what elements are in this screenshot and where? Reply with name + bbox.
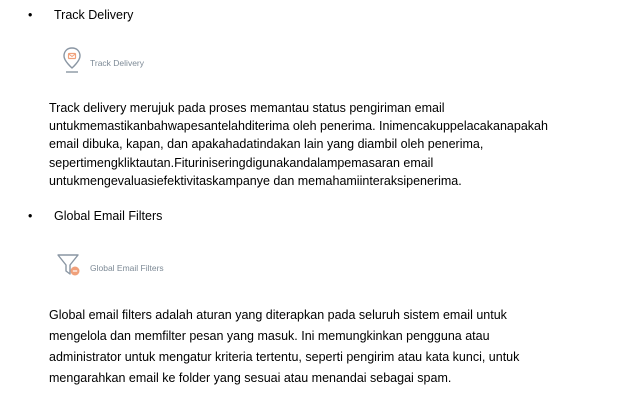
global-email-filters-paragraph [49, 305, 519, 389]
track-delivery-icon-block [62, 46, 144, 79]
paragraph-line: mengelola dan memfilter pesan yang masuk. Ini memungkinkan pengguna atau [49, 329, 490, 343]
global-email-filters-icon-label: Global Email Filters [90, 262, 164, 273]
bullet-track-delivery: • [28, 8, 33, 22]
heading-global-email-filters: Global Email Filters [54, 209, 163, 223]
paragraph-line: untukmengevaluasiefektivitaskampanye dan memahamiinteraksipenerima. [49, 173, 462, 188]
paragraph-line: email dibuka, kapan, dan apakahadatindakan lain yang diambil oleh penerima, [49, 137, 484, 152]
filter-icon [56, 252, 82, 283]
paragraph-line: mengarahkan email ke folder yang sesuai atau menandai sebagai spam. [49, 371, 452, 385]
track-delivery-icon-label: Track Delivery [90, 57, 144, 68]
global-email-filters-icon-block [56, 252, 164, 283]
paragraph-line: untukmemastikanbahwapesantelahditerima oleh penerima. Inimencakuppelacakanapakah [49, 119, 548, 134]
paragraph-line: Track delivery merujuk pada proses memantau status pengiriman email [49, 101, 445, 115]
paragraph-line: administrator untuk mengatur kriteria tertentu, seperti pengirim atau kata kunci, untuk [49, 350, 520, 364]
location-pin-icon [62, 46, 82, 79]
track-delivery-paragraph [49, 99, 548, 190]
heading-track-delivery: Track Delivery [54, 8, 134, 22]
bullet-global-email-filters: • [28, 209, 33, 223]
paragraph-line: sepertimengkliktautan.Fituriniseringdigunakandalampemasaran email [49, 155, 434, 170]
paragraph-line: Global email filters adalah aturan yang diterapkan pada seluruh sistem email untuk [49, 308, 507, 322]
